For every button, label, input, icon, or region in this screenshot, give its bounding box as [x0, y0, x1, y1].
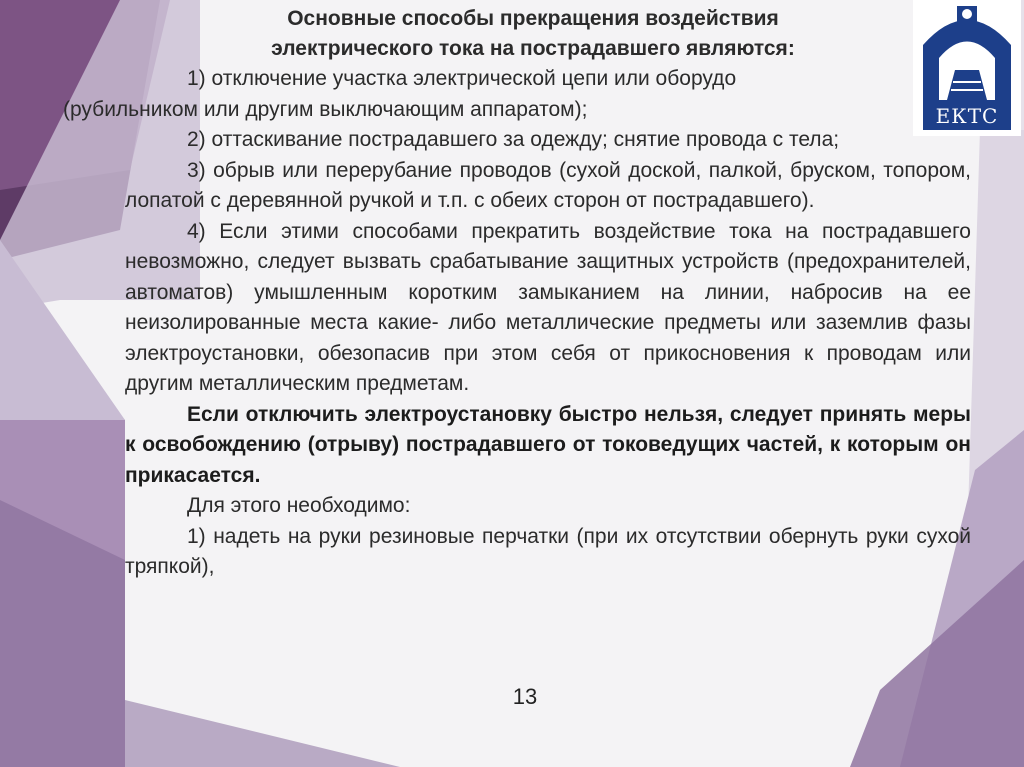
item-1-line-2: (рубильником или другим выключающим аппаратом);	[63, 97, 588, 121]
item-2: 2) оттаскивание пострадавшего за одежду; снятие провода с тела;	[187, 128, 840, 151]
logo-text: ЕКТС	[935, 104, 999, 128]
title-line-1: Основные способы прекращения воздействия	[287, 7, 779, 30]
emphasis-paragraph: Если отключить электроустановку быстро нельзя, следует принять меры к освобождению (отрыву) пострадавшего от токоведущих частей, к которым он прикасается.	[125, 402, 971, 487]
item-4: 4) Если этими способами прекратить воздействие тока на пострадавшего невозможно, следует вызвать срабатывание защитных устройств (предохранителей, автоматов) умышленным коротким замыканием на линии, набросив на ее неизолированные места какие- либо металлические предметы или заземлив фазы электроустановки, обезопасив при этом себя от прикосновения к проводам или другим металлическим предметам.	[125, 219, 971, 395]
slide-content	[63, 4, 971, 583]
requirement-item-1: 1) надеть на руки резиновые перчатки (при их отсутствии обернуть руки сухой тряпкой),	[125, 524, 971, 578]
page-number: 13	[512, 684, 538, 709]
title-line-2: электрического тока на пострадавшего являются:	[271, 37, 795, 60]
slide-title	[125, 4, 971, 64]
item-3: 3) обрыв или перерубание проводов (сухой доской, палкой, бруском, топором, лопатой с деревянной ручкой и т.п. с обеих сторон от пострадавшего).	[125, 158, 971, 212]
item-1-line-1: 1) отключение участка электрической цепи или оборудо	[187, 67, 737, 90]
requirement-intro: Для этого необходимо:	[187, 494, 411, 517]
item-1	[63, 64, 971, 125]
